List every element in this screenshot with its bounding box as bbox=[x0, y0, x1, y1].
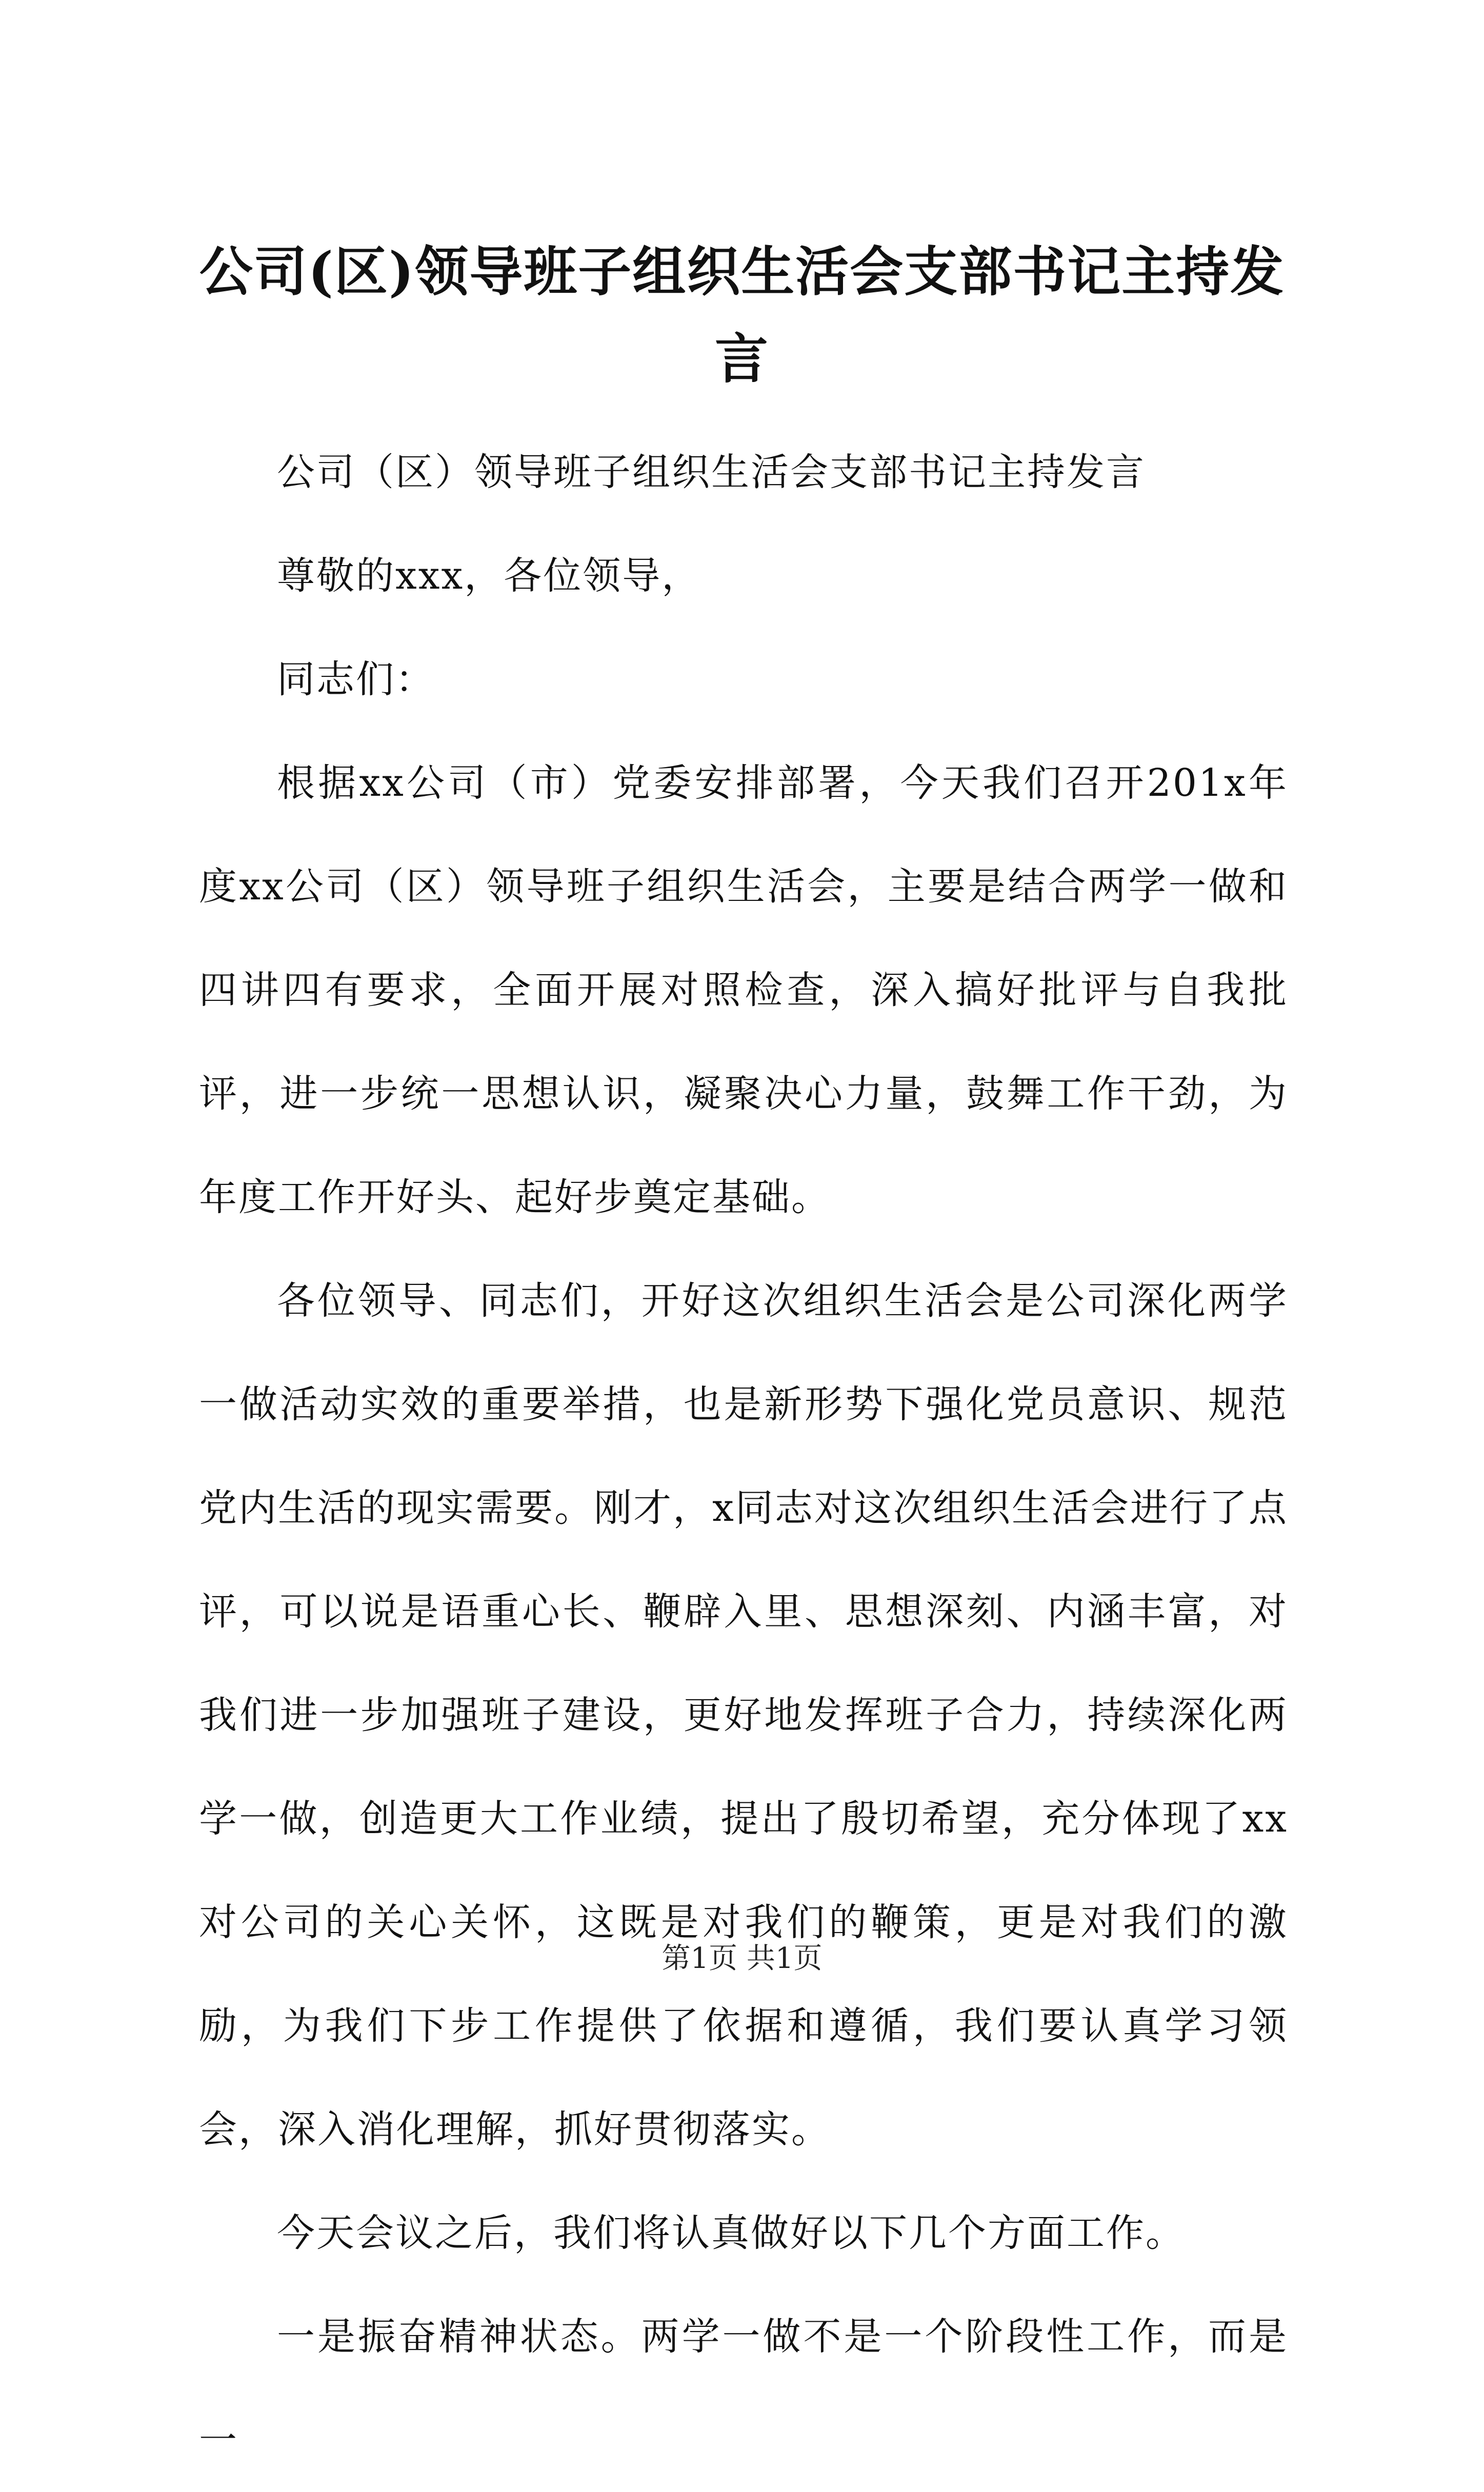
paragraph-salutation: 尊敬的xxx，各位领导， bbox=[277, 554, 701, 598]
paragraph-comrades: 同志们： bbox=[277, 657, 435, 701]
paragraph-heading-repeat: 公司（区）领导班子组织生活会支部书记主持发言 bbox=[277, 450, 1146, 494]
paragraph-intro: 根据xx公司（市）党委安排部署，今天我们召开201x年度xx公司（区）领导班子组织生活会，主要是结合两学一做和四讲四有要求，全面开展对照检查，深入搞好批评与自我批评，进一步统一思想认识，凝聚决心力量，鼓舞工作干劲，为年度工作开好头、起好步奠定基础。 bbox=[199, 761, 1288, 1219]
document-body bbox=[199, 420, 1288, 2492]
paragraph-point-one: 一是振奋精神状态。两学一做不是一个阶段性工作，而是一 bbox=[199, 2315, 1288, 2462]
paragraph-next-steps: 今天会议之后，我们将认真做好以下几个方面工作。 bbox=[277, 2211, 1185, 2255]
paragraph-review: 各位领导、同志们，开好这次组织生活会是公司深化两学一做活动实效的重要举措，也是新形势下强化党员意识、规范党内生活的现实需要。刚才，x同志对这次组织生活会进行了点评，可以说是语重心长、鞭辟入里、思想深刻、内涵丰富，对我们进一步加强班子建设，更好地发挥班子合力，持续深化两学一做，创造更大工作业绩，提出了殷切希望，充分体现了xx对公司的关心关怀，这既是对我们的鞭策，更是对我们的激励，为我们下步工作提供了依据和遵循，我们要认真学习领会，深入消化理解，抓好贯彻落实。 bbox=[199, 1279, 1288, 2152]
page-number-footer: 第1页 共1页 bbox=[661, 1942, 823, 1975]
document-title: 公司(区)领导班子组织生活会支部书记主持发言 bbox=[199, 240, 1285, 390]
